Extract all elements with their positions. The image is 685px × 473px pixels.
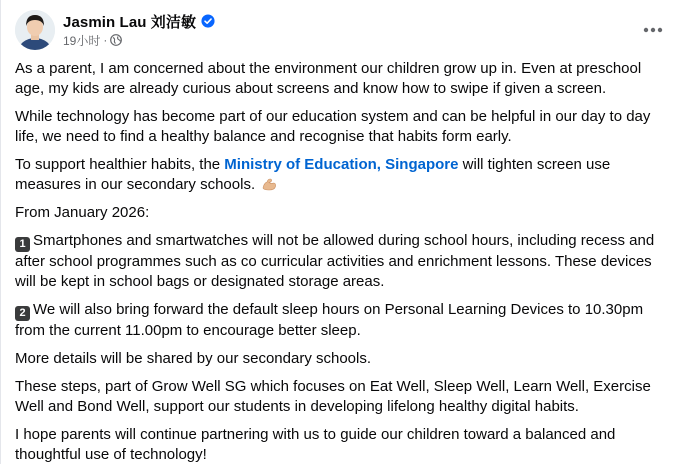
more-options-icon (643, 27, 663, 33)
globe-icon[interactable] (110, 34, 122, 46)
flexed-biceps-emoji-icon (261, 176, 277, 192)
post-timestamp[interactable]: 19小时 (63, 33, 101, 48)
author-line (63, 11, 215, 31)
list-item-1 (15, 231, 670, 292)
paragraph-4: From January 2026: (15, 204, 150, 221)
author-name[interactable]: Jasmin Lau 刘洁敏 (63, 13, 197, 31)
post-header (15, 10, 671, 52)
paragraph-6: These steps, part of Grow Well SG which focuses on Eat Well, Sleep Well, Learn Well, Exercise Well and Bond Well, support our students in developing lifelong healthy digital habits. (15, 378, 651, 415)
paragraph-5: More details will be shared by our secondary schools. (15, 350, 372, 367)
avatar-photo-icon (15, 10, 55, 50)
list-item-1-text: Smartphones and smartwatches will not be allowed during school hours, including recess and after school programmes such as co curricular activities and enrichment lessons. These devices will be kept in school bags or designated storage areas. (15, 232, 655, 290)
paragraph-3 (15, 155, 670, 195)
post-body (15, 59, 670, 473)
paragraph-3-text-before: To support healthier habits, the (15, 156, 225, 173)
paragraph-1: As a parent, I am concerned about the environment our children grow up in. Even at preschool age, my kids are already curious about screens and know how to swipe if given a screen. (15, 60, 642, 97)
paragraph-2: While technology has become part of our education system and can be helpful in our day to day life, we need to find a healthy balance and recognise that habits form early. (15, 108, 651, 145)
post-meta (63, 32, 122, 48)
number-one-icon: 1 (15, 237, 30, 252)
list-item-2 (15, 300, 670, 341)
paragraph-3-text-after: will tighten screen use measures in our secondary schools. (15, 156, 611, 193)
paragraph-7: I hope parents will continue partnering with us to guide our children toward a balanced and thoughtful use of technology! (15, 426, 616, 463)
list-item-2-text: We will also bring forward the default sleep hours on Personal Learning Devices to 10.30pm from the current 11.00pm to encourage better sleep. (15, 301, 644, 339)
verified-badge-icon (201, 14, 215, 28)
author-avatar[interactable] (15, 10, 55, 50)
meta-separator: · (103, 33, 108, 47)
more-options-button[interactable] (641, 18, 665, 42)
ministry-link[interactable]: Ministry of Education, Singapore (224, 156, 459, 173)
number-two-icon: 2 (15, 306, 30, 321)
